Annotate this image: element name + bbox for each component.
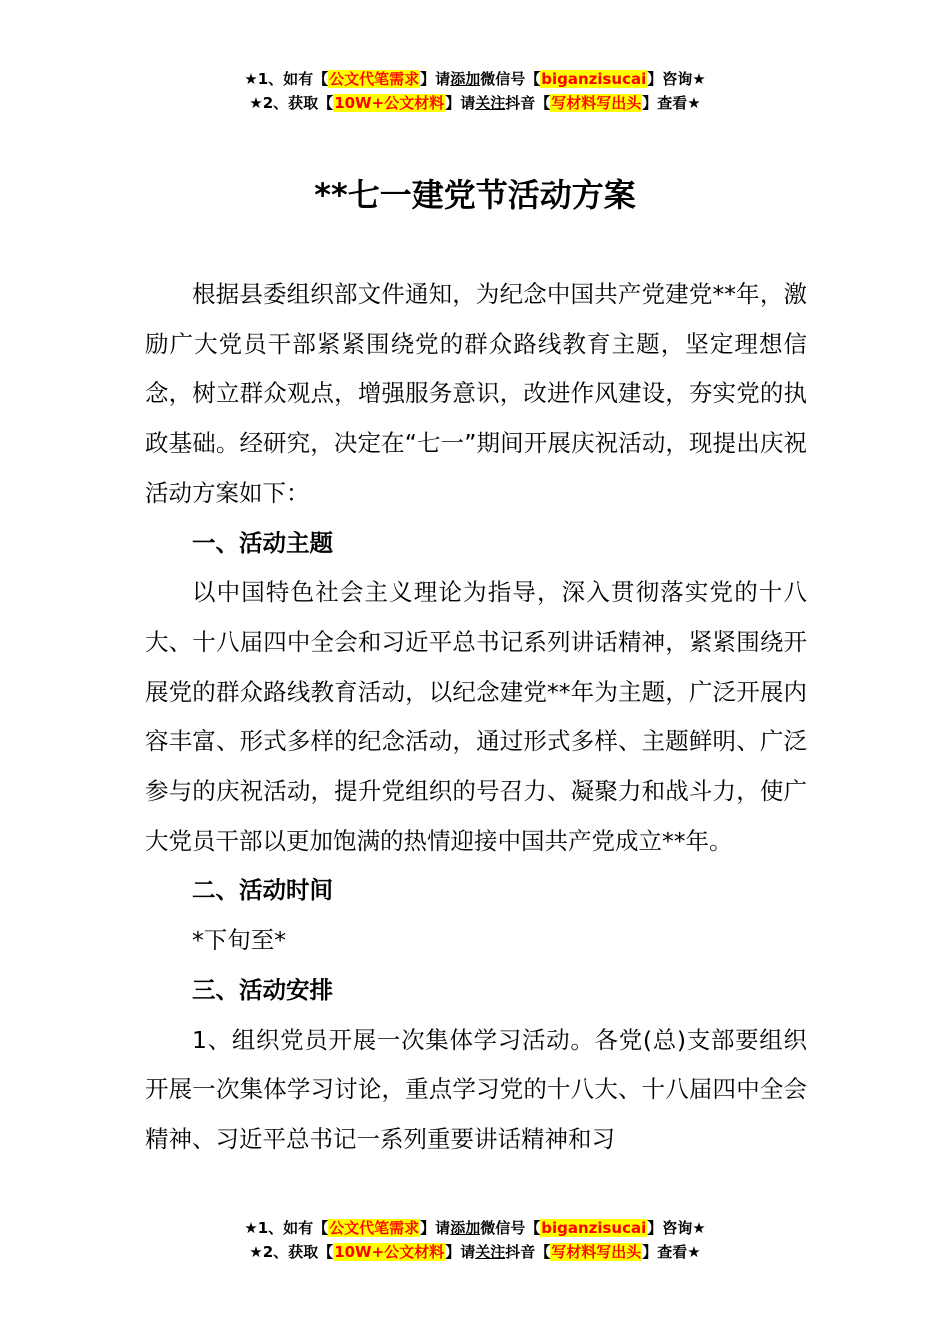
banner-underline: 添加 xyxy=(450,1219,481,1237)
banner-underline: 关注 xyxy=(475,1243,506,1261)
banner-highlight: 10W+公文材料 xyxy=(334,1243,445,1261)
banner-line-1 xyxy=(0,67,950,91)
banner-text: 】咨询★ xyxy=(647,70,706,88)
banner-line-2 xyxy=(0,1240,950,1264)
heading-arrangement: 三、活动安排 xyxy=(192,975,333,1004)
heading-theme: 一、活动主题 xyxy=(192,528,333,557)
banner-text: 】查看★ xyxy=(642,1243,701,1261)
bottom-banner xyxy=(0,1216,950,1264)
heading-time: 二、活动时间 xyxy=(192,876,333,905)
banner-highlight: biganzisucai xyxy=(541,70,647,88)
banner-underline: 关注 xyxy=(475,94,506,112)
banner-highlight: biganzisucai xyxy=(541,1219,647,1237)
banner-text: 】请 xyxy=(420,70,451,88)
document-body xyxy=(145,270,807,1165)
paragraph-time: *下旬至* xyxy=(192,926,286,955)
banner-highlight: 写材料写出头 xyxy=(551,1243,642,1261)
banner-highlight: 公文代笔需求 xyxy=(329,1219,420,1237)
banner-text: ★1、如有【 xyxy=(244,70,329,88)
banner-highlight: 公文代笔需求 xyxy=(329,70,420,88)
banner-text: 抖音【 xyxy=(505,1243,551,1261)
banner-line-2 xyxy=(0,91,950,115)
paragraph-intro: 根据县委组织部文件通知，为纪念中国共产党建党**年，激励广大党员干部紧紧围绕党的群众路线教育主题，坚定理想信念，树立群众观点，增强服务意识，改进作风建设，夯实党的执政基础。经研究，决定在“七一”期间开展庆祝活动，现提出庆祝活动方案如下： xyxy=(145,280,807,507)
banner-text: 】请 xyxy=(445,94,476,112)
banner-text: 微信号【 xyxy=(480,1219,541,1237)
banner-text: 】请 xyxy=(420,1219,451,1237)
banner-text: 微信号【 xyxy=(480,70,541,88)
paragraph-arrangement-1: 1、组织党员开展一次集体学习活动。各党(总)支部要组织开展一次集体学习讨论，重点学习党的十八大、十八届四中全会精神、习近平总书记一系列重要讲话精神和习 xyxy=(145,1025,807,1153)
banner-highlight: 10W+公文材料 xyxy=(334,94,445,112)
banner-line-1 xyxy=(0,1216,950,1240)
top-banner xyxy=(0,67,950,115)
banner-text: 抖音【 xyxy=(505,94,551,112)
paragraph-theme: 以中国特色社会主义理论为指导，深入贯彻落实党的十八大、十八届四中全会和习近平总书记系列讲话精神，紧紧围绕开展党的群众路线教育活动，以纪念建党**年为主题，广泛开展内容丰富、形式多样的纪念活动，通过形式多样、主题鲜明、广泛参与的庆祝活动，提升党组织的号召力、凝聚力和战斗力，使广大党员干部以更加饱满的热情迎接中国共产党成立**年。 xyxy=(145,578,807,855)
banner-highlight: 写材料写出头 xyxy=(551,94,642,112)
document-title: **七一建党节活动方案 xyxy=(314,176,636,214)
banner-text: ★1、如有【 xyxy=(244,1219,329,1237)
banner-text: ★2、获取【 xyxy=(249,1243,334,1261)
banner-text: 】查看★ xyxy=(642,94,701,112)
banner-text: 】请 xyxy=(445,1243,476,1261)
banner-text: ★2、获取【 xyxy=(249,94,334,112)
banner-underline: 添加 xyxy=(450,70,481,88)
banner-text: 】咨询★ xyxy=(647,1219,706,1237)
